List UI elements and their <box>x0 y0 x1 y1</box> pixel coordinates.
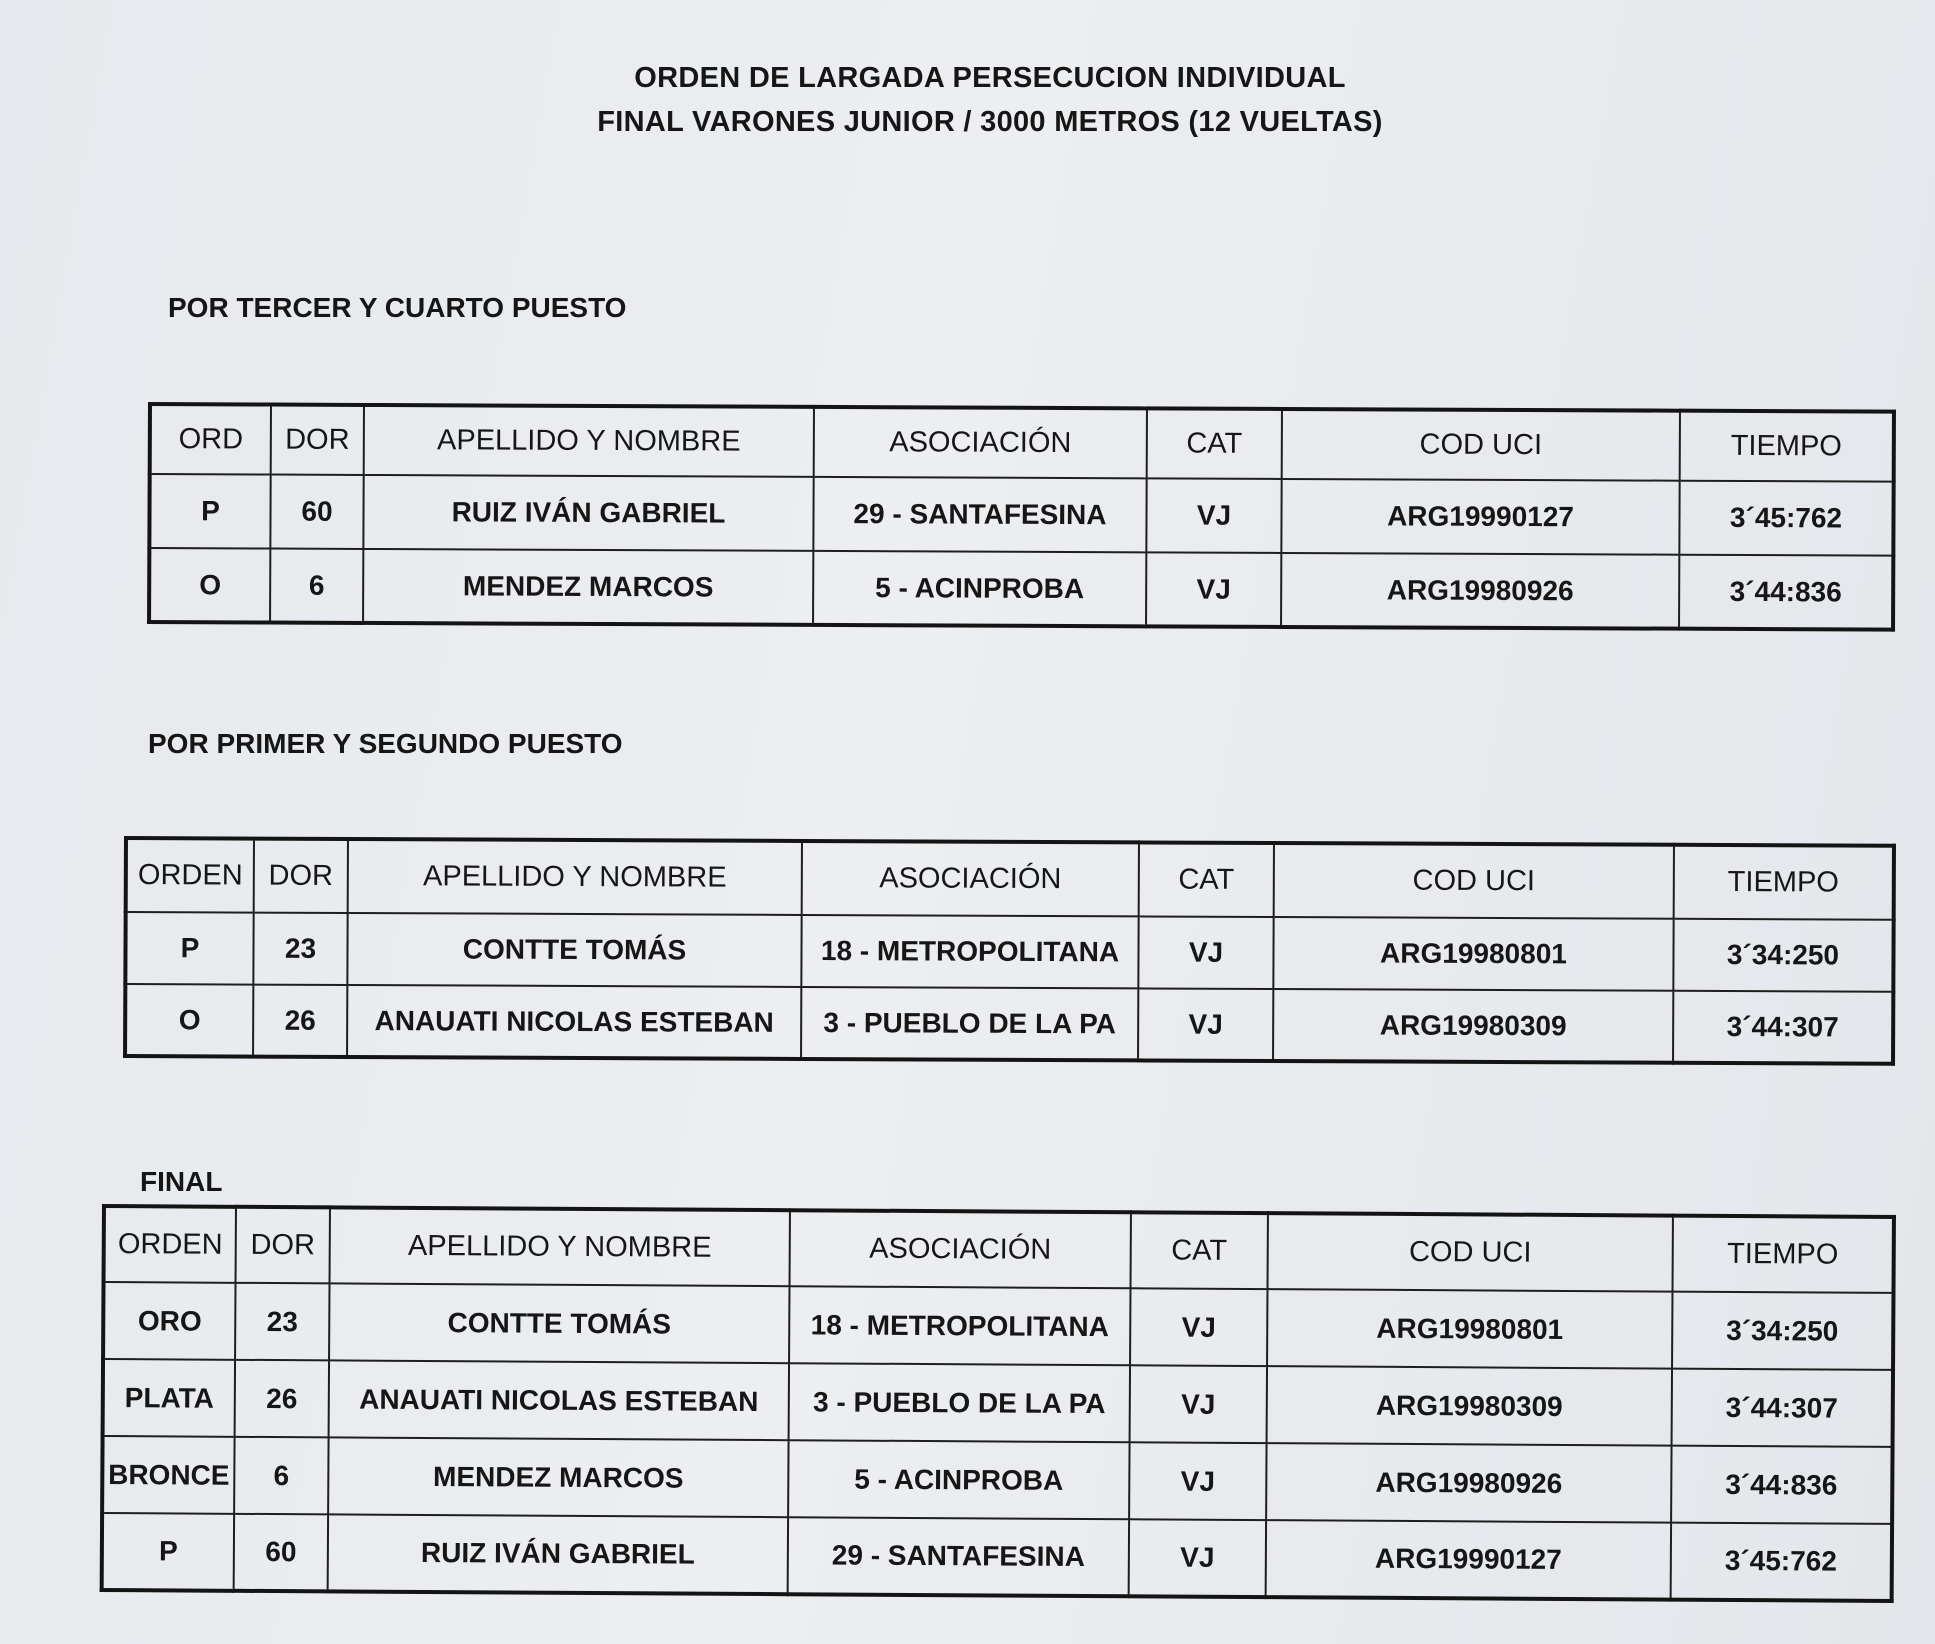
column-header-dor: DOR <box>271 405 364 475</box>
cell-name: MENDEZ MARCOS <box>328 1437 788 1517</box>
cell-medal: BRONCE <box>102 1436 234 1514</box>
table-row <box>103 1359 1893 1447</box>
cell-association: 18 - METROPOLITANA <box>801 915 1138 988</box>
cell-time: 3´34:250 <box>1672 1292 1893 1370</box>
cell-category: VJ <box>1130 1365 1267 1443</box>
cell-order: O <box>125 984 253 1057</box>
cell-bib: 6 <box>234 1437 328 1515</box>
cell-name: CONTTE TOMÁS <box>347 913 801 987</box>
cell-medal: PLATA <box>103 1359 235 1437</box>
table-row <box>102 1436 1892 1524</box>
cell-association: 29 - SANTAFESINA <box>788 1517 1129 1596</box>
column-header-cat: CAT <box>1131 1212 1268 1289</box>
table-header-row <box>150 404 1894 482</box>
table-row <box>125 912 1893 992</box>
cell-name: ANAUATI NICOLAS ESTEBAN <box>347 985 801 1059</box>
cell-bib: 60 <box>270 475 363 549</box>
column-header-ord: ORD <box>150 404 271 475</box>
column-header-uci-code: COD UCI <box>1282 409 1680 481</box>
cell-bib: 60 <box>234 1514 328 1592</box>
column-header-dor: DOR <box>254 839 348 913</box>
cell-name: RUIZ IVÁN GABRIEL <box>363 475 813 551</box>
column-header-order: ORDEN <box>104 1206 236 1283</box>
column-header-uci-code: COD UCI <box>1268 1213 1673 1291</box>
cell-uci-code: ARG19990127 <box>1281 479 1679 555</box>
table-row <box>149 548 1893 630</box>
cell-category: VJ <box>1129 1442 1266 1520</box>
section-label-first-second: POR PRIMER Y SEGUNDO PUESTO <box>148 728 623 759</box>
table-header-row <box>126 838 1894 920</box>
cell-association: 3 - PUEBLO DE LA PA <box>801 987 1138 1060</box>
results-table-first-second <box>123 836 1896 1066</box>
cell-time: 3´44:307 <box>1673 991 1893 1064</box>
column-header-association: ASOCIACIÓN <box>814 407 1147 478</box>
cell-bib: 26 <box>235 1360 329 1438</box>
column-header-time: TIEMPO <box>1672 1216 1893 1293</box>
cell-uci-code: ARG19980926 <box>1266 1443 1671 1522</box>
cell-category: VJ <box>1138 988 1273 1061</box>
cell-category: VJ <box>1146 552 1281 627</box>
column-header-time: TIEMPO <box>1674 845 1894 920</box>
cell-uci-code: ARG19980309 <box>1267 1366 1672 1445</box>
column-header-dor: DOR <box>236 1207 330 1284</box>
cell-bib: 23 <box>235 1283 329 1361</box>
section-label-final: FINAL <box>140 1166 223 1197</box>
cell-name: RUIZ IVÁN GABRIEL <box>328 1514 788 1594</box>
cell-uci-code: ARG19980926 <box>1281 553 1679 629</box>
cell-order: O <box>149 548 270 623</box>
results-table-third-fourth <box>147 402 1896 632</box>
cell-time: 3´44:836 <box>1671 1446 1892 1524</box>
cell-time: 3´44:836 <box>1679 555 1893 630</box>
cell-medal: ORO <box>103 1282 235 1360</box>
cell-bib: 6 <box>270 549 363 623</box>
cell-name: MENDEZ MARCOS <box>363 549 813 625</box>
cell-category: VJ <box>1129 1519 1266 1597</box>
table-row <box>102 1513 1892 1601</box>
results-table-final <box>100 1204 1896 1603</box>
column-header-association: ASOCIACIÓN <box>790 1210 1131 1288</box>
cell-name: ANAUATI NICOLAS ESTEBAN <box>329 1360 789 1440</box>
cell-time: 3´45:762 <box>1671 1523 1892 1601</box>
column-header-cat: CAT <box>1139 842 1274 917</box>
cell-order: P <box>125 912 253 985</box>
cell-category: VJ <box>1130 1288 1267 1366</box>
table-header-row <box>104 1206 1894 1293</box>
section-label-third-fourth: POR TERCER Y CUARTO PUESTO <box>168 292 627 323</box>
cell-association: 29 - SANTAFESINA <box>813 477 1146 552</box>
column-header-name: APELLIDO Y NOMBRE <box>330 1207 790 1286</box>
cell-association: 3 - PUEBLO DE LA PA <box>789 1363 1130 1442</box>
cell-time: 3´34:250 <box>1673 919 1893 992</box>
table-row <box>149 474 1893 556</box>
column-header-uci-code: COD UCI <box>1274 843 1674 919</box>
cell-association: 5 - ACINPROBA <box>813 551 1146 626</box>
column-header-association: ASOCIACIÓN <box>802 841 1139 916</box>
cell-association: 5 - ACINPROBA <box>788 1440 1129 1519</box>
column-header-name: APELLIDO Y NOMBRE <box>364 405 814 477</box>
cell-time: 3´45:762 <box>1679 481 1893 556</box>
cell-time: 3´44:307 <box>1672 1369 1893 1447</box>
cell-medal: P <box>102 1513 234 1591</box>
cell-name: CONTTE TOMÁS <box>329 1283 789 1363</box>
cell-uci-code: ARG19990127 <box>1266 1520 1671 1599</box>
column-header-order: ORDEN <box>126 838 254 913</box>
cell-order: P <box>149 474 270 549</box>
document-title-line1: ORDEN DE LARGADA PERSECUCION INDIVIDUAL <box>634 62 1346 94</box>
column-header-name: APELLIDO Y NOMBRE <box>348 839 802 915</box>
cell-association: 18 - METROPOLITANA <box>789 1286 1130 1365</box>
column-header-time: TIEMPO <box>1680 411 1894 482</box>
table-row <box>125 984 1893 1064</box>
column-header-cat: CAT <box>1147 408 1282 479</box>
cell-uci-code: ARG19980801 <box>1273 917 1673 991</box>
cell-uci-code: ARG19980801 <box>1267 1289 1672 1368</box>
cell-bib: 23 <box>253 913 347 985</box>
document-title-line2: FINAL VARONES JUNIOR / 3000 METROS (12 VUELTAS) <box>597 106 1383 138</box>
cell-category: VJ <box>1146 478 1281 553</box>
cell-uci-code: ARG19980309 <box>1273 989 1673 1063</box>
cell-category: VJ <box>1138 916 1273 989</box>
cell-bib: 26 <box>253 985 347 1057</box>
table-row <box>103 1282 1893 1370</box>
